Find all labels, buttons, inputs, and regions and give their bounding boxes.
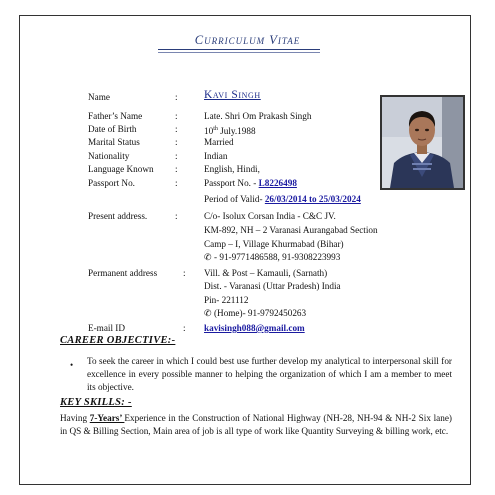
detail-value: Camp – I, Village Khurmabad (Bihar): [204, 239, 344, 249]
bullet-icon: •: [70, 360, 74, 370]
detail-colon: :: [175, 137, 178, 147]
detail-colon: :: [175, 211, 178, 221]
dob-day: 10: [204, 126, 214, 137]
detail-value: [204, 178, 297, 189]
detail-value: Late. Shri Om Prakash Singh: [204, 111, 312, 121]
dob-rest: July.1988: [217, 126, 256, 137]
detail-value: Vill. & Post – Kamauli, (Sarnath): [204, 268, 328, 278]
detail-label: Nationality: [88, 151, 130, 161]
passport-prefix: Passport No. -: [204, 178, 259, 188]
career-objective-heading: CAREER OBJECTIVE:-: [60, 335, 176, 346]
key-skills-heading: KEY SKILLS: -: [60, 397, 132, 408]
dob-suffix: th: [213, 126, 218, 132]
detail-value: Indian: [204, 151, 228, 161]
detail-colon: :: [175, 92, 178, 102]
detail-colon: :: [175, 111, 178, 121]
detail-label: Marital Status: [88, 137, 140, 147]
passport-number: L8226498: [258, 178, 297, 188]
detail-colon: :: [175, 124, 178, 134]
detail-value: English, Hindi,: [204, 164, 260, 174]
detail-value: Dist. - Varanasi (Uttar Pradesh) India: [204, 281, 341, 291]
skills-intro: Having: [60, 413, 90, 423]
validity-prefix: Period of Valid-: [204, 194, 265, 204]
skills-body: Experience in the Construction of National Highway (NH-28, NH-94 & NH-2 Six lane) in QS & Billing Section, Main area of job is all type of work like Quantity Surveying & billing work, etc.: [60, 413, 452, 437]
detail-colon: :: [183, 323, 186, 333]
detail-label: Language Known: [88, 164, 154, 174]
detail-label: Date of Birth: [88, 124, 137, 134]
key-skills-text: [60, 412, 452, 438]
cv-title: Curriculum Vitae: [194, 33, 301, 47]
skills-years-highlight: 7-Years’: [89, 413, 125, 423]
profile-photo: [380, 95, 465, 190]
detail-value: [204, 124, 256, 137]
email-link[interactable]: kavisingh088@gmail.com: [204, 323, 305, 333]
detail-value: Pin- 221112: [204, 295, 249, 305]
detail-colon: :: [183, 268, 186, 278]
title-underline-thin: [158, 52, 320, 53]
detail-colon: :: [175, 178, 178, 188]
detail-colon: :: [175, 164, 178, 174]
detail-label: E-mail ID: [88, 323, 125, 333]
detail-label: Father’s Name: [88, 111, 143, 121]
detail-value: C/o- Isolux Corsan India - C&C JV.: [204, 211, 336, 221]
detail-value: [204, 194, 361, 205]
career-objective-text: To seek the career in which I could best use further develop my analytical to interpersonal skill for excellence in every possible manner to helping the organization of which I am a member to meet its objective.: [87, 356, 452, 393]
validity-period: 26/03/2014 to 25/03/2024: [264, 194, 361, 204]
detail-label: Name: [88, 92, 110, 102]
detail-colon: :: [175, 151, 178, 161]
phone-value: ✆ (Home)- 91-9792450263: [204, 308, 307, 318]
profile-photo-image: [382, 97, 463, 188]
detail-label: Passport No.: [88, 178, 135, 188]
detail-label: Permanent address: [88, 268, 158, 278]
candidate-name: Kavi Singh: [204, 89, 261, 101]
phone-value: ✆ - 91-9771486588, 91-9308223993: [204, 252, 341, 262]
detail-label: Present address.: [88, 211, 148, 221]
detail-value: KM-892, NH – 2 Varanasi Aurangabad Section: [204, 225, 378, 235]
detail-value: Married: [204, 137, 234, 147]
title-underline: [158, 49, 320, 50]
